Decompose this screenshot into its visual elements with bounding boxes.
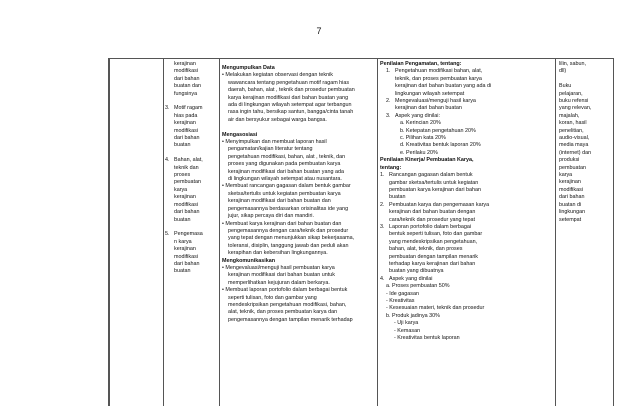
materi-line: kerajinan [174,61,196,67]
kegiatan-line: • Membuat rancangan gagasan dalam bentuk gambar [222,183,351,190]
sumber-line: dll) [559,68,567,75]
materi-line: kerajinan [174,246,196,253]
materi-column [165,61,219,276]
sumber-line: (internet) dan [559,149,592,156]
item-number: 1. [386,68,391,75]
kegiatan-line: • Melakukan kegiatan observasi dengan teknik [222,72,333,79]
materi-line: pembuatan [174,179,201,186]
penilaian-item [380,98,558,113]
page-number: 7 [316,26,322,36]
penilaian-line: pembuatan dengan tampilan menarik [389,253,479,260]
kegiatan-line: rasa ingin tahu, bersikap santun, bangga/cinta tanah [228,109,354,116]
penilaian-line: teknik, dan proses pembuatan karya [395,75,482,82]
materi-item [165,105,219,149]
penilaian-line: kerajinan dari bahan buatan dengan [389,209,476,216]
syllabus-table [108,58,614,406]
kegiatan-line: sketsa/tertulis untuk kegiatan pembuatan karya [228,190,341,197]
materi-item [165,157,219,224]
penilaian-item [380,202,558,224]
penilaian-line: yang mendeskripsikan pengetahuan, [389,238,478,245]
column-divider [109,59,110,406]
penilaian-line: Laporan portofolio dalam berbagai [389,223,472,230]
aspect-line: - Kesesuaian materi, teknik dan prosedur [386,305,485,312]
sumber-line: Buku [559,83,572,90]
materi-line: n karya [174,238,192,245]
kegiatan-line: • Menyimpulkan dan membuat laporan hasil [222,139,327,146]
sumber-line: pelajaran, [559,90,583,97]
sumber-line: modifikasi [559,186,583,193]
materi-line: karya [174,186,188,193]
aspect-line: - Kemasan [394,327,421,334]
materi-line: kerajinan [174,120,196,127]
kegiatan-line: toleransi, disiplin, tanggung jawab dan peduli akan [228,242,349,249]
materi-line: modifikasi [174,127,198,134]
kegiatan-line: kerajinan modifikasi dari bahan buatan dan [228,198,331,205]
sumber-line: kerajinan [559,179,581,186]
penilaian-column [380,61,558,342]
kegiatan-line: pengemasannya dengan cara/teknik dan prosedur [228,227,349,234]
penilaian-item [380,172,558,202]
materi-item-number: 5. [165,231,170,238]
materi-line: proses [174,172,191,179]
penilaian-item [380,224,558,276]
materi-line: Bahan, alat, [174,157,203,164]
penilaian-line: terhadap karya kerajinan dari bahan [389,260,476,267]
aspect-line: c. Pilihan kata 20% [400,135,446,142]
kegiatan-line: • Membuat laporan portofolio dalam berbagai bentuk [222,287,348,294]
kegiatan-line: yang tepat dengan menunjukkan sikap bekerjasama, [228,235,355,242]
sumber-line: yang relevan, [559,105,592,112]
aspect-line: a. Proses pembuatan 50% [386,283,450,290]
penilaian-line: Aspek yang dinilai [389,275,433,282]
penilaian-item [380,276,558,283]
kegiatan-line: daerah, bahan, alat , teknik dan prosedur pembuatan [228,87,355,94]
penilaian-line: buatan [389,194,406,201]
sumber-line: pembuatan [559,164,586,171]
section-heading: Mengkomunikasikan [222,257,276,264]
penilaian-line: cara/teknik dan prosedur yang tepat [389,216,476,223]
materi-item [165,231,219,275]
penilaian-line: pembuatan karya kerajinan dari bahan [389,186,482,193]
item-number: 3. [380,223,385,230]
penilaian-line: gambar sketsa/tertulis untuk kegiatan [389,179,479,186]
kegiatan-line: seperti tulisan, foto dan gambar yang [228,294,317,301]
materi-line: buatan dan [174,83,201,90]
aspect-line: - Ide gagasan [386,290,419,297]
kegiatan-line: kerajinan modifikasi dari bahan buatan untuk [228,272,335,279]
sumber-line: setempat [559,216,582,223]
sumber-line: lilin, sabun, [559,61,586,67]
penilaian-line: Rancangan gagasan dalam bentuk [389,172,473,179]
item-number: 4. [380,275,385,282]
kegiatan-line: ada di lingkungan wilayah setempat agar terbangun [228,102,352,109]
kegiatan-line: pengetahuan modifikasi, bahan, alat , teknik, dan [228,153,346,160]
kegiatan-column [222,65,382,324]
kegiatan-line: jujur, sikap percaya diri dan mandiri. [228,213,314,220]
kegiatan-line: kerajinan modifikasi dari bahan buatan yang ada [228,168,344,175]
penilaian-line: buatan yang dibuatnya [389,268,444,275]
item-number: 2. [386,98,391,105]
section-heading: tentang: [380,164,402,171]
penilaian-item [380,113,558,120]
aspect-line: b. Produk jadinya 30% [386,312,440,319]
materi-line: Pengemasa [174,231,203,238]
penilaian-line: bentuk seperti tulisan, foto dan gambar [389,231,483,238]
kegiatan-line: di lingkungan wilayah setempat atau nusantara. [228,176,342,183]
materi-line: fungsinya [174,90,198,97]
materi-line: modifikasi [174,68,198,75]
materi-line: kerajinan [174,194,196,201]
kegiatan-line: mendeskripsikan pengetahuan modifikasi, bahan, [228,301,347,308]
aspect-line: - Kreativitas [386,298,415,304]
section-heading: Mengasosiasi [222,131,258,138]
column-divider [163,59,164,406]
item-number: 3. [386,112,391,119]
sumber-line: media maya [559,142,589,149]
kegiatan-line: alat, teknik, dan proses pembuatan karya dan [228,309,338,316]
kegiatan-line: air dan bersyukur sebagai warga bangsa. [228,116,327,123]
materi-line: modifikasi [174,201,198,208]
materi-item-number: 4. [165,157,170,164]
materi-line: buatan [174,216,191,223]
penilaian-line: Pengetahuan modifikasi bahan, alat, [395,68,483,75]
item-number: 1. [380,172,385,179]
materi-line: dari bahan [174,260,200,267]
materi-line: hias pada [174,112,198,119]
kegiatan-line: pengamatan/kajian literatur tentang [228,146,313,153]
sumber-line: produksi [559,157,580,164]
kegiatan-line: pengemasannya dengan tampilan menarik terhadap [228,316,353,323]
materi-item-number: 3. [165,105,170,112]
penilaian-item [380,68,558,98]
materi-line: dari bahan [174,75,200,82]
penilaian-line: Pembuatan karya dan pengemasan karya [389,201,490,208]
materi-line: buatan [174,142,191,149]
sumber-line: koran, hasil [559,120,587,127]
aspect-line: - Kreativitas bentuk laporan [394,335,460,342]
kegiatan-line: proses yang digunakan pada pembuatan karya [228,161,341,168]
kegiatan-line: memperlihatkan kejujuran dalam berkarya. [228,279,330,286]
sumber-line: audio-visual, [559,135,590,142]
section-heading: Mengumpulkan Data [222,65,275,71]
kegiatan-line: karya kerajinan modifikasi dari bahan buatan yang [228,94,349,101]
penilaian-line: lingkungan wilayah setempat [395,90,465,97]
kegiatan-line: wawancara tentang pengetahuan motif ragam hias [228,79,350,86]
penilaian-line: bahan, alat, teknik, dan proses [389,246,463,253]
materi-line: dari bahan [174,209,200,216]
aspect-line: - Uji karya [394,320,419,327]
section-heading: Penilaian Kinerja/ Pembuatan Karya, [380,157,474,164]
kegiatan-line: kerapihan dan kebersihan lingkungannya. [228,250,328,257]
sumber-line: karya [559,172,573,179]
materi-line: teknik dan [174,164,199,171]
sumber-line: penelitian, [559,127,584,134]
sumber-line: lingkungan [559,209,586,216]
penilaian-line: kerajinan dari bahan buatan [395,105,462,112]
penilaian-line: Aspek yang dinilai: [395,112,440,119]
aspect-line: a. Kerincian 20% [400,120,441,127]
item-number: 2. [380,201,385,208]
materi-line: modifikasi [174,253,198,260]
aspect-line: b. Ketepatan pengetahuan 20% [400,127,476,134]
materi-line: buatan [174,268,191,275]
sumber-line: majalah, [559,112,580,119]
column-divider [219,59,220,406]
kegiatan-line: • Membuat karya kerajinan dari bahan buatan dan [222,220,342,227]
materi-line: Motif ragam [174,105,203,112]
sumber-line: buku refensi [559,98,589,105]
sumber-line: buatan di [559,201,582,208]
kegiatan-line: pengemasannya berdasarkan orisinalitas ide yang [228,205,349,212]
aspect-line: d. Kreativitas bentuk laporan 20% [400,142,481,149]
penilaian-line: kerajinan dari bahan buatan yang ada di [395,83,492,90]
kegiatan-line: • Mengevaluasi/menguji hasil pembuatan karya [222,264,335,271]
sumber-line: dari bahan [559,194,585,201]
aspect-line: e. Perilaku 20% [400,149,438,156]
materi-line: dari bahan [174,135,200,142]
penilaian-line: Mengevaluasi/menguji hasil karya [395,98,476,105]
sumber-column [559,61,609,224]
section-heading: Penilaian Pengamatan, tentang: [380,61,462,67]
